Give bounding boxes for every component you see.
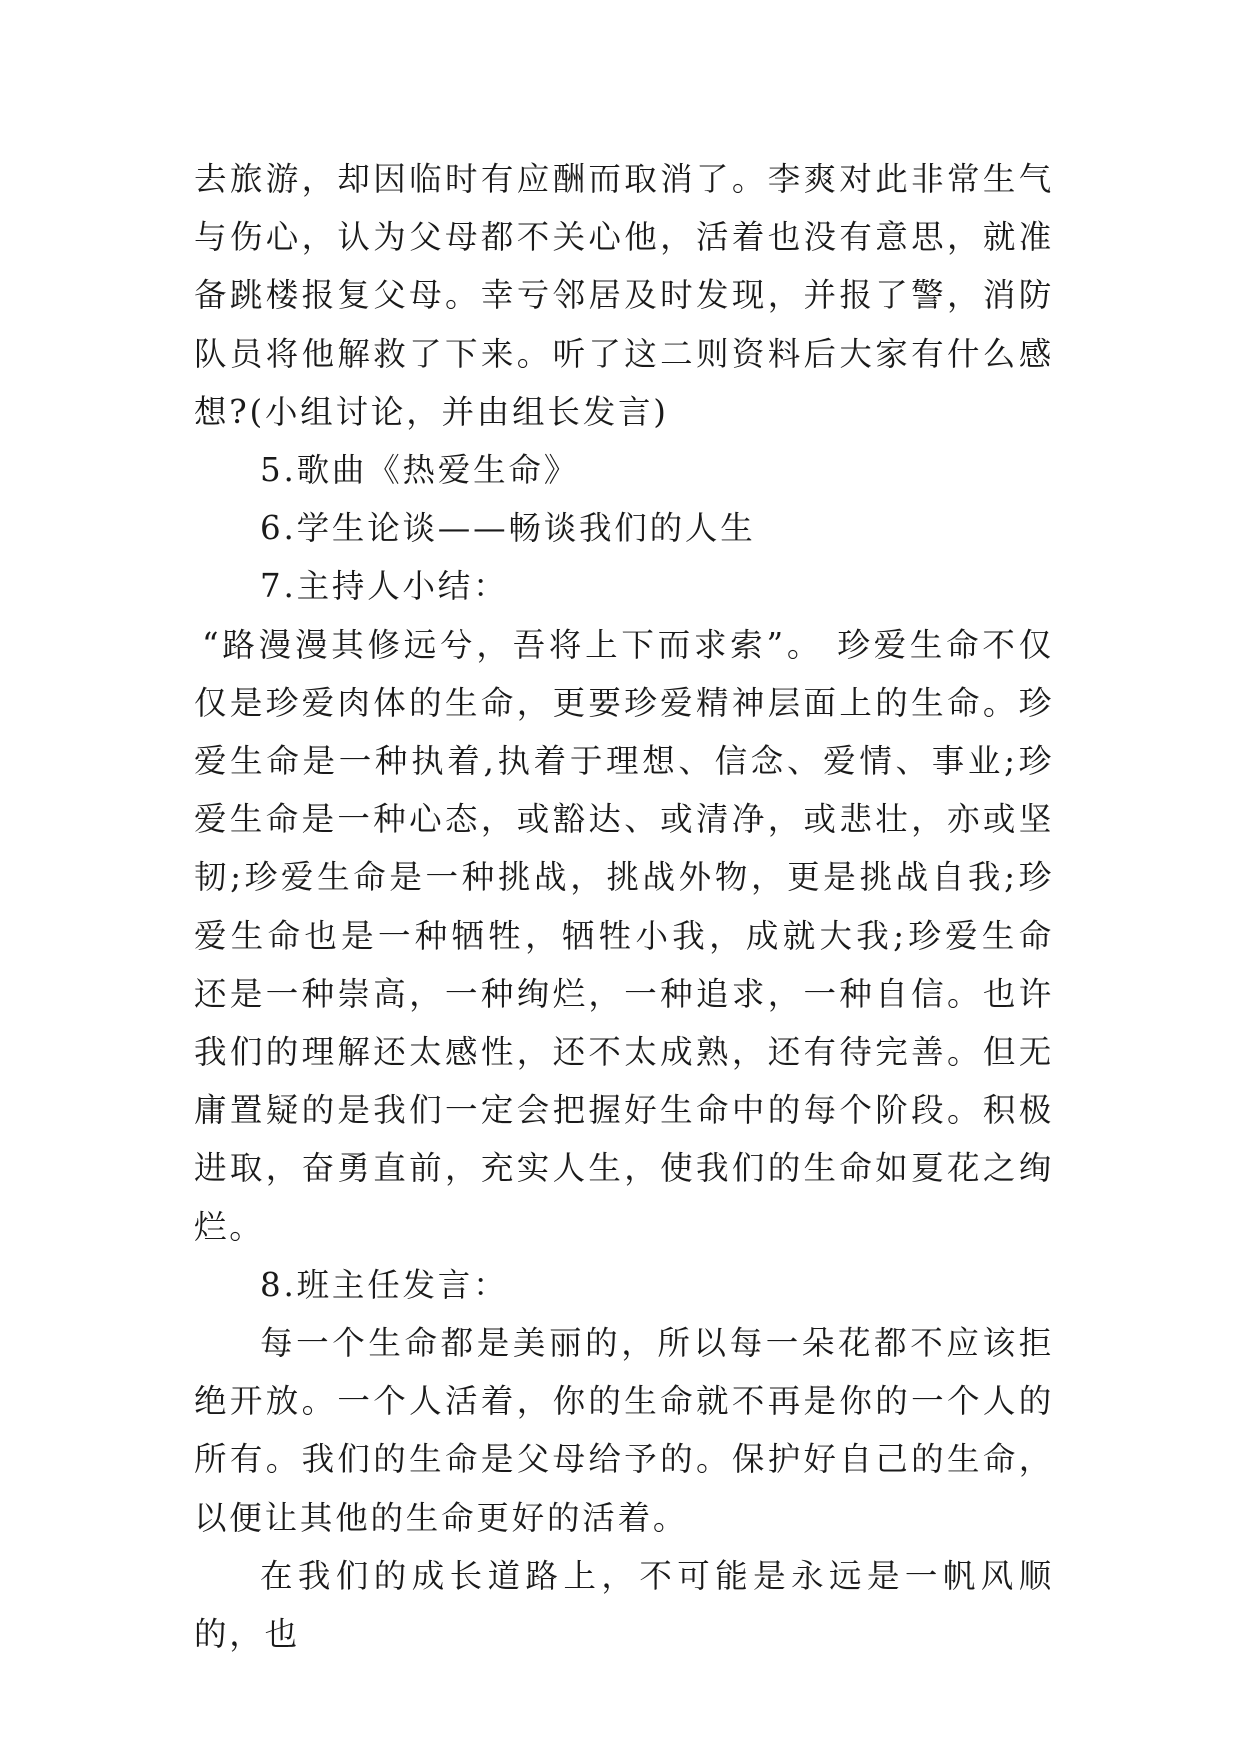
paragraph-teacher-speech-2: 在我们的成长道路上，不可能是永远是一帆风顺的，也	[194, 1556, 1054, 1654]
item-6-student-discussion: 6.学生论谈——畅谈我们的人生	[260, 509, 756, 548]
paragraph-host-summary-text: “路漫漫其修远兮，吾将上下而求索”。 珍爱生命不仅仅是珍爱肉体的生命，更要珍爱精神层面上的生命。珍爱生命是一种执着,执着于理想、信念、爱情、事业;珍爱生命是一种心态，或豁达、或清净，或悲壮，亦或坚韧;珍爱生命是一种挑战，挑战外物，更是挑战自我;珍爱生命也是一种牺牲，牺牲小我，成就大我;珍爱生命还是一种崇高，一种绚烂，一种追求，一种自信。也许我们的理解还太感性，还不太成熟，还有待完善。但无庸置疑的是我们一定会把握好生命中的每个阶段。积极进取，奋勇直前，充实人生，使我们的生命如夏花之绚烂。	[194, 625, 1054, 1246]
paragraph-teacher-speech-1: 每一个生命都是美丽的，所以每一朵花都不应该拒绝开放。一个人活着，你的生命就不再是你的一个人的所有。我们的生命是父母给予的。保护好自己的生命，以便让其他的生命更好的活着。	[194, 1324, 1054, 1537]
item-5-song: 5.歌曲《热爱生命》	[260, 451, 580, 490]
body-text	[194, 150, 1054, 1663]
item-7-host-summary: 7.主持人小结：	[260, 567, 509, 606]
item-8-teacher-speech: 8.班主任发言：	[260, 1265, 509, 1304]
paragraph-story-continuation: 去旅游，却因临时有应酬而取消了。李爽对此非常生气与伤心，认为父母都不关心他，活着也没有意思，就准备跳楼报复父母。幸亏邻居及时发现，并报了警，消防队员将他解救了下来。听了这二则资料后大家有什么感想?(小组讨论，并由组长发言)	[194, 160, 1054, 431]
